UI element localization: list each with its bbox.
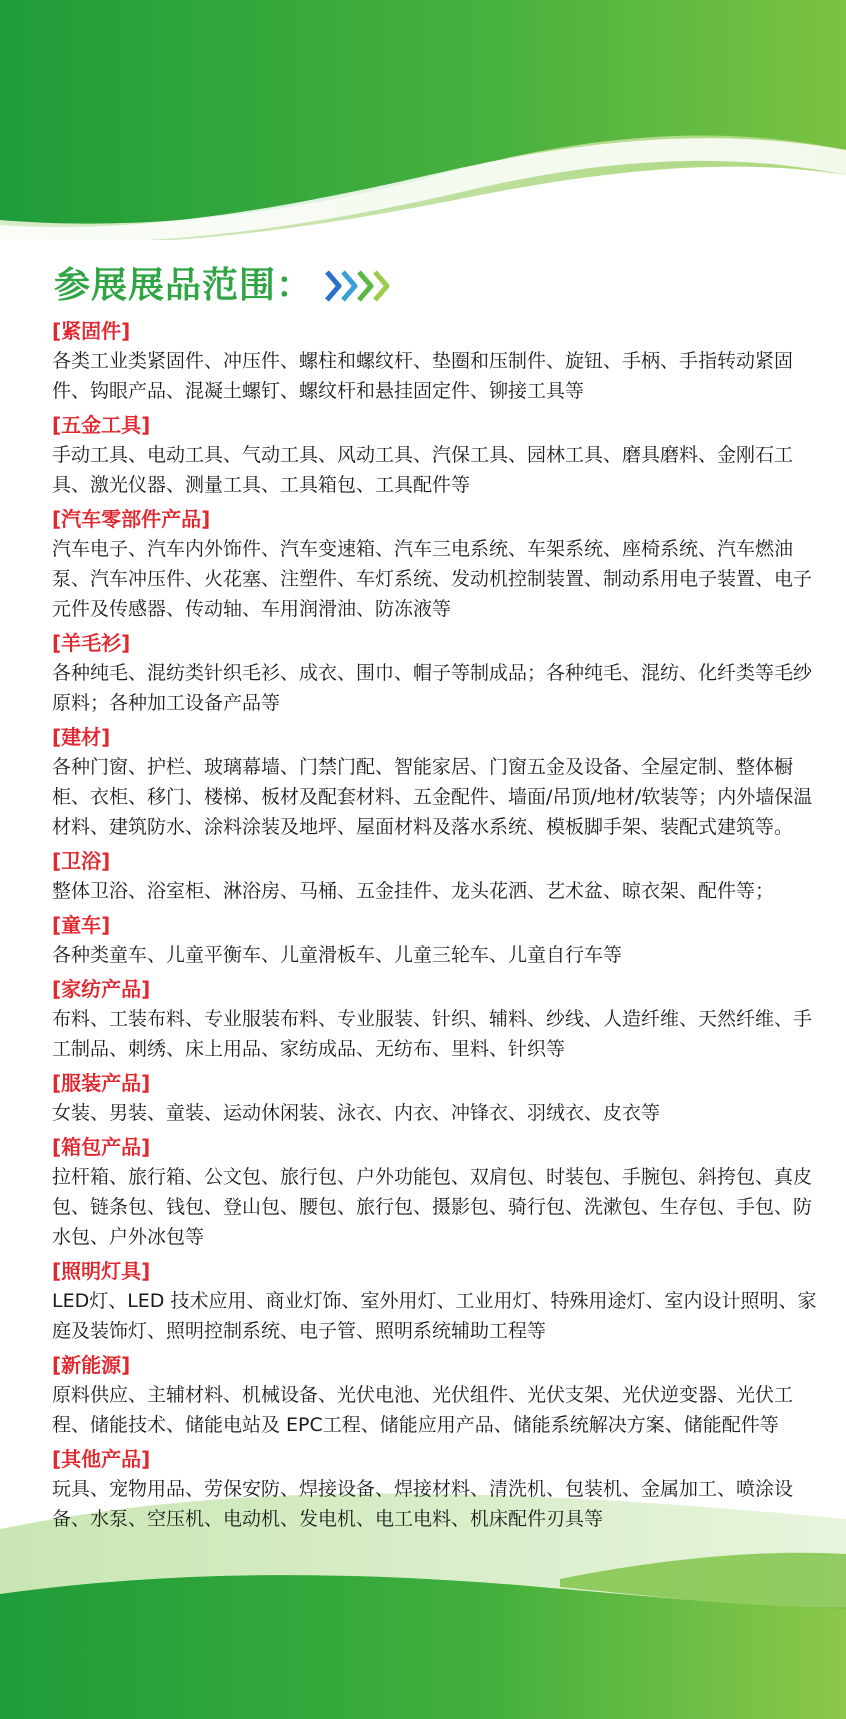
section-hardware-tools <box>52 410 822 500</box>
section-heading: [新能源] <box>52 1353 131 1377</box>
section-auto-parts <box>52 504 822 624</box>
section-heading: [照明灯具] <box>52 1259 151 1283</box>
section-home-textiles <box>52 974 822 1064</box>
section-heading: [家纺产品] <box>52 977 151 1001</box>
section-heading: [卫浴] <box>52 849 111 873</box>
section-knitwear <box>52 628 822 718</box>
section-strollers <box>52 910 822 970</box>
section-body: 各类工业类紧固件、冲压件、螺柱和螺纹杆、垫圈和压制件、旋钮、手柄、手指转动紧固件、钩眼产品、混凝土螺钉、螺纹杆和悬挂固定件、铆接工具等 <box>52 350 794 402</box>
section-heading: [建材] <box>52 725 111 749</box>
section-heading: [五金工具] <box>52 413 151 437</box>
section-body: 汽车电子、汽车内外饰件、汽车变速箱、汽车三电系统、车架系统、座椅系统、汽车燃油泵、汽车冲压件、火花塞、注塑件、车灯系统、发动机控制装置、制动系用电子装置、电子元件及传感器、传动轴、车用润滑油、防冻液等 <box>52 538 813 620</box>
section-body: LED灯、LED 技术应用、商业灯饰、室外用灯、工业用灯、特殊用途灯、室内设计照明、家庭及装饰灯、照明控制系统、电子管、照明系统辅助工程等 <box>52 1290 817 1342</box>
section-body: 拉杆箱、旅行箱、公文包、旅行包、户外功能包、双肩包、时装包、手腕包、斜挎包、真皮包、链条包、钱包、登山包、腰包、旅行包、摄影包、骑行包、洗漱包、生存包、手包、防水包、户外冰包等 <box>52 1166 813 1248</box>
section-heading: [服装产品] <box>52 1071 151 1095</box>
section-body: 各种类童车、儿童平衡车、儿童滑板车、儿童三轮车、儿童自行车等 <box>52 944 623 966</box>
page-title: 参展展品范围： <box>54 265 314 306</box>
exhibit-scope-list <box>52 316 822 1538</box>
section-fasteners <box>52 316 822 406</box>
section-other-products <box>52 1444 822 1534</box>
section-body: 各种纯毛、混纺类针织毛衫、成衣、围巾、帽子等制成品；各种纯毛、混纺、化纤类等毛纱原料；各种加工设备产品等 <box>52 662 813 714</box>
page-title-row <box>54 258 393 314</box>
section-body: 整体卫浴、浴室柜、淋浴房、马桶、五金挂件、龙头花洒、艺术盆、晾衣架、配件等； <box>52 880 775 902</box>
section-apparel <box>52 1068 822 1128</box>
top-green-wave-banner <box>0 0 846 300</box>
section-lighting <box>52 1256 822 1346</box>
section-body: 原料供应、主辅材料、机械设备、光伏电池、光伏组件、光伏支架、光伏逆变器、光伏工程、储能技术、储能电站及 EPC工程、储能应用产品、储能系统解决方案、储能配件等 <box>52 1384 794 1436</box>
section-heading: [羊毛衫] <box>52 631 131 655</box>
section-body: 女装、男装、童装、运动休闲装、泳衣、内衣、冲锋衣、羽绒衣、皮衣等 <box>52 1102 661 1124</box>
section-new-energy <box>52 1350 822 1440</box>
section-body: 手动工具、电动工具、气动工具、风动工具、汽保工具、园林工具、磨具磨料、金刚石工具、激光仪器、测量工具、工具箱包、工具配件等 <box>52 444 794 496</box>
section-heading: [其他产品] <box>52 1447 151 1471</box>
section-building-materials <box>52 722 822 842</box>
section-body: 布料、工装布料、专业服装布料、专业服装、针织、辅料、纱线、人造纤维、天然纤维、手工制品、刺绣、床上用品、家纺成品、无纺布、里料、针织等 <box>52 1008 813 1060</box>
section-luggage <box>52 1132 822 1252</box>
section-heading: [箱包产品] <box>52 1135 151 1159</box>
section-heading: [紧固件] <box>52 319 131 343</box>
chevron-arrows-icon <box>323 268 393 304</box>
section-body: 各种门窗、护栏、玻璃幕墙、门禁门配、智能家居、门窗五金及设备、全屋定制、整体橱柜、衣柜、移门、楼梯、板材及配套材料、五金配件、墙面/吊顶/地材/软装等；内外墙保温材料、建筑防水、涂料涂装及地坪、屋面材料及落水系统、模板脚手架、装配式建筑等。 <box>52 756 813 838</box>
section-heading: [童车] <box>52 913 111 937</box>
section-heading: [汽车零部件产品] <box>52 507 211 531</box>
section-body: 玩具、宠物用品、劳保安防、焊接设备、焊接材料、清洗机、包装机、金属加工、喷涂设备、水泵、空压机、电动机、发电机、电工电料、机床配件刃具等 <box>52 1478 794 1530</box>
section-sanitary <box>52 846 822 906</box>
